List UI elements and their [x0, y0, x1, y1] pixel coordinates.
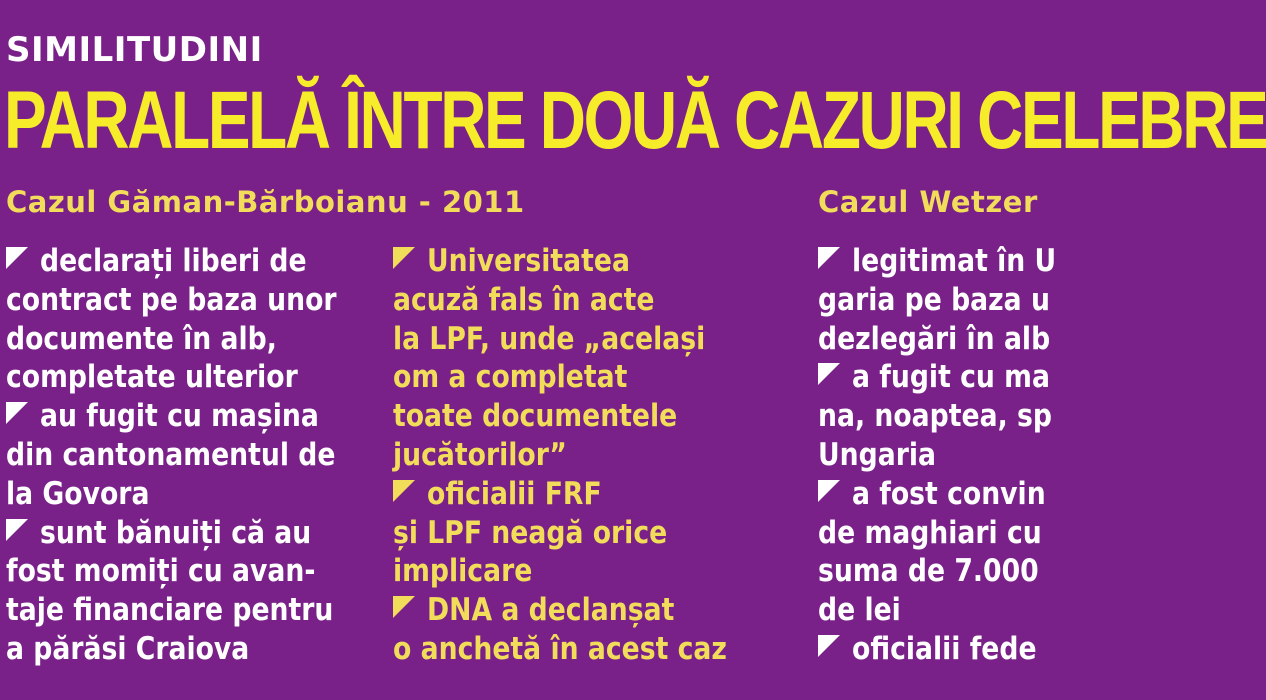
list-item-text: na, noaptea, sp — [818, 398, 1052, 435]
list-item — [818, 514, 1090, 553]
list-item — [393, 397, 781, 436]
list-item — [393, 514, 781, 553]
list-item — [6, 591, 390, 630]
list-item — [393, 436, 781, 475]
list-item-text: din cantonamentul de — [6, 436, 336, 473]
list-item — [6, 552, 390, 591]
case1-title: Cazul Găman-Bărboianu - 2011 — [6, 185, 525, 219]
case2-title: Cazul Wetzer — [818, 185, 1038, 219]
list-item — [6, 242, 390, 281]
list-item — [6, 630, 390, 669]
list-item — [818, 552, 1090, 591]
list-item-text: implicare — [393, 553, 533, 590]
list-item-text: toate documentele — [393, 398, 678, 435]
list-item-text: oficialii fede — [852, 630, 1037, 667]
list-item-text: la LPF, unde „același — [393, 320, 706, 357]
list-item — [818, 358, 1090, 397]
list-item — [818, 397, 1090, 436]
list-item-text: o anchetă în acest caz — [393, 630, 727, 667]
list-item-text: dezlegări în alb — [818, 320, 1051, 357]
list-item — [6, 281, 390, 320]
list-item — [393, 552, 781, 591]
bullet-triangle-icon — [818, 635, 840, 657]
list-item-text: a fost convin — [852, 475, 1046, 512]
bullet-triangle-icon — [6, 247, 28, 269]
list-item — [393, 591, 781, 630]
list-item — [818, 475, 1090, 514]
list-item-text: de maghiari cu — [818, 514, 1042, 551]
list-item-text: la Govora — [6, 475, 150, 512]
list-item-text: a fugit cu ma — [852, 359, 1050, 396]
list-item-text: garia pe baza u — [818, 281, 1050, 318]
list-item — [818, 320, 1090, 359]
list-item-text: om a completat — [393, 359, 628, 396]
list-item-text: de lei — [818, 592, 901, 629]
list-item-text: legitimat în U — [852, 243, 1057, 279]
bullet-triangle-icon — [818, 363, 840, 385]
bullet-triangle-icon — [6, 519, 28, 541]
list-item — [393, 475, 781, 514]
section-kicker: SIMILITUDINI — [6, 30, 263, 70]
list-item — [6, 475, 390, 514]
list-item-text: declarați liberi de — [40, 243, 307, 279]
list-item — [818, 630, 1090, 669]
bullet-triangle-icon — [393, 596, 415, 618]
list-item — [6, 436, 390, 475]
bullet-triangle-icon — [393, 247, 415, 269]
list-item — [818, 281, 1090, 320]
list-item — [393, 242, 781, 281]
bullet-triangle-icon — [818, 247, 840, 269]
list-item — [393, 281, 781, 320]
list-item — [6, 514, 390, 553]
list-item — [393, 320, 781, 359]
list-item-text: documente în alb, — [6, 320, 277, 357]
list-item-text: contract pe baza unor — [6, 281, 337, 318]
list-item-text: și LPF neagă orice — [393, 514, 668, 551]
case1-column-right — [393, 242, 781, 669]
list-item-text: acuză fals în acte — [393, 281, 655, 318]
bullet-triangle-icon — [393, 480, 415, 502]
list-item — [6, 320, 390, 359]
case2-column — [818, 242, 1090, 669]
list-item-text: Ungaria — [818, 436, 936, 473]
list-item-text: sunt bănuiți că au — [40, 514, 312, 551]
list-item-text: fost momiți cu avan- — [6, 553, 316, 590]
list-item-text: completate ulterior — [6, 359, 298, 396]
list-item-text: suma de 7.000 — [818, 553, 1039, 590]
list-item — [393, 630, 781, 669]
list-item — [818, 591, 1090, 630]
list-item — [6, 358, 390, 397]
list-item-text: DNA a declanșat — [427, 592, 675, 629]
bullet-triangle-icon — [818, 480, 840, 502]
list-item-text: a părăsi Craiova — [6, 630, 250, 667]
list-item-text: taje financiare pentru — [6, 592, 334, 629]
list-item-text: jucătorilor” — [393, 436, 567, 473]
list-item-text: au fugit cu mașina — [40, 398, 319, 435]
headline: PARALELĂ ÎNTRE DOUĂ CAZURI CELEBRE — [4, 75, 1266, 166]
list-item — [818, 436, 1090, 475]
case1-column-left — [6, 242, 390, 669]
bullet-triangle-icon — [6, 402, 28, 424]
list-item — [6, 397, 390, 436]
list-item — [818, 242, 1090, 281]
list-item-text: Universitatea — [427, 243, 630, 279]
list-item — [393, 358, 781, 397]
list-item-text: oficialii FRF — [427, 475, 602, 512]
